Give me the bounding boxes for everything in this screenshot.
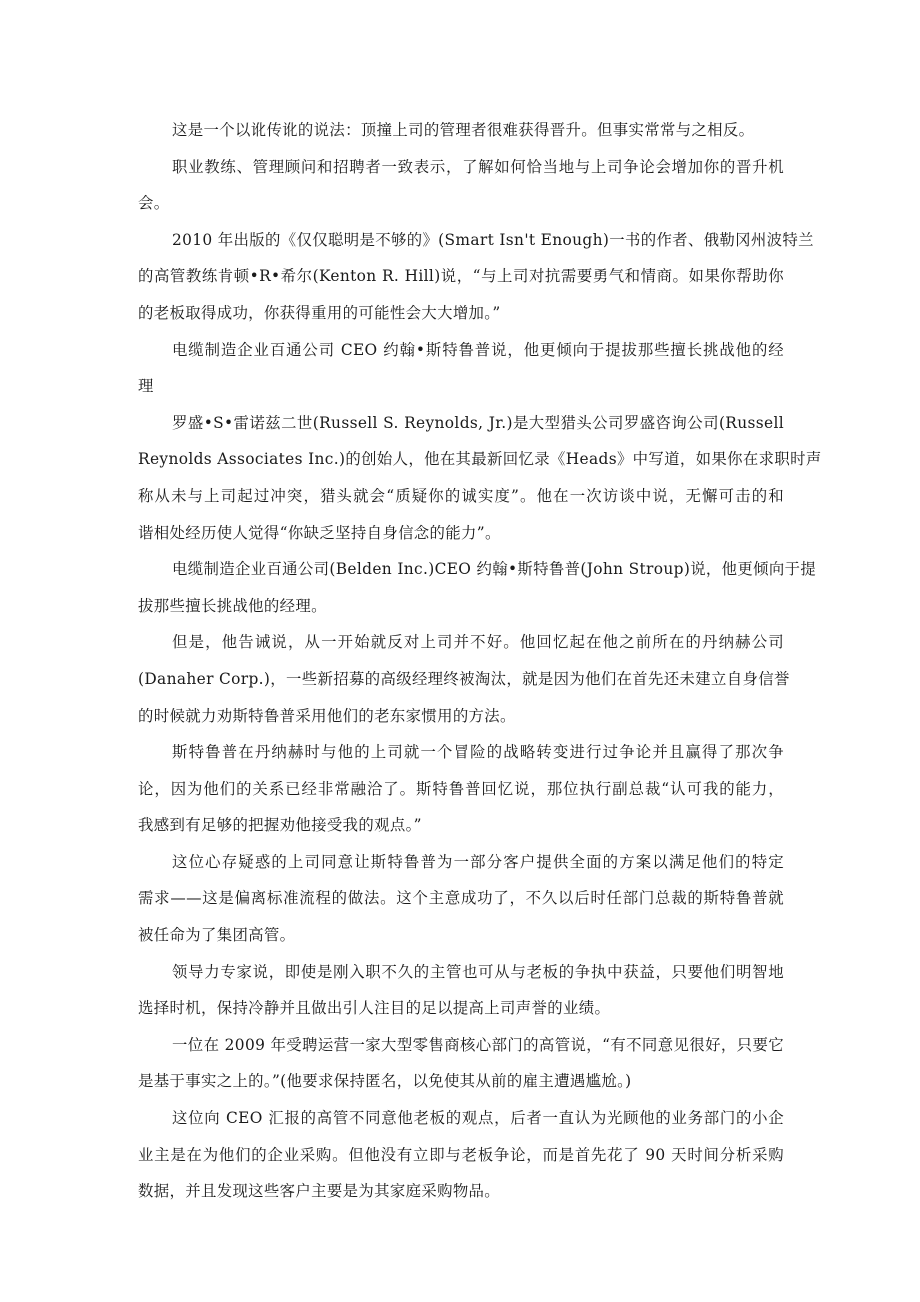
text-line: 称从未与上司起过冲突，猎头就会“质疑你的诚实度”。他在一次访谈中说，无懈可击的和 (138, 486, 784, 505)
text-line: 领导力专家说，即使是刚入职不久的主管也可从与老板的争执中获益，只要他们明智地 (172, 962, 784, 981)
text-line: 的老板取得成功，你获得重用的可能性会大大增加。” (138, 303, 501, 322)
text-line: 这位向 CEO 汇报的高管不同意他老板的观点，后者一直认为光顾他的业务部门的小企 (172, 1109, 784, 1128)
text-line: 业主是在为他们的企业采购。但他没有立即与老板争论，而是首先花了 90 天时间分析采购 (138, 1145, 784, 1164)
text-line: 的时候就力劝斯特鲁普采用他们的老东家惯用的方法。 (138, 706, 516, 725)
text-line: Reynolds Associates Inc.)的创始人，他在其最新回忆录《Heads》中写道，如果你在求职时声 (138, 450, 822, 469)
text-line: 会。 (138, 194, 170, 213)
text-line: 一位在 2009 年受聘运营一家大型零售商核心部门的高管说，“有不同意见很好，只要它 (172, 1035, 784, 1054)
text-line: 论，因为他们的关系已经非常融洽了。斯特鲁普回忆说，那位执行副总裁“认可我的能力， (138, 779, 784, 798)
text-line: 职业教练、管理顾问和招聘者一致表示，了解如何恰当地与上司争论会增加你的晋升机 (172, 157, 784, 176)
text-line: 这位心存疑惑的上司同意让斯特鲁普为一部分客户提供全面的方案以满足他们的特定 (172, 852, 784, 871)
text-line: 这是一个以讹传讹的说法：顶撞上司的管理者很难获得晋升。但事实常常与之相反。 (172, 121, 755, 139)
text-line: 但是，他告诫说，从一开始就反对上司并不好。他回忆起在他之前所在的丹纳赫公司 (172, 633, 784, 652)
text-line: 我感到有足够的把握劝他接受我的观点。” (138, 816, 422, 835)
text-line: (Danaher Corp.)，一些新招募的高级经理终被淘汰，就是因为他们在首先还未建立自身信誉 (138, 669, 790, 688)
text-line: 的高管教练肯顿•R•希尔(Kenton R. Hill)说，“与上司对抗需要勇气和情商。如果你帮助你 (138, 267, 784, 286)
document-body (138, 117, 822, 1215)
paragraph (138, 1032, 784, 1105)
paragraph (138, 227, 814, 337)
text-line: 斯特鲁普在丹纳赫时与他的上司就一个冒险的战略转变进行过争论并且赢得了那次争 (172, 743, 784, 762)
text-line: 被任命为了集团高管。 (138, 926, 296, 945)
paragraph (138, 739, 784, 849)
paragraph (138, 410, 822, 556)
text-line: 罗盛•S•雷诺兹二世(Russell S. Reynolds, Jr.)是大型猎头公司罗盛咨询公司(Russell (172, 413, 784, 432)
text-line: 电缆制造企业百通公司(Belden Inc.)CEO 约翰•斯特鲁普(John Stroup)说，他更倾向于提 (172, 560, 817, 579)
text-line: 谐相处经历使人觉得“你缺乏坚持自身信念的能力”。 (138, 523, 501, 542)
paragraph (138, 154, 784, 227)
text-line: 电缆制造企业百通公司 CEO 约翰•斯特鲁普说，他更倾向于提拔那些擅长挑战他的经 (172, 340, 784, 359)
text-line: 拔那些擅长挑战他的经理。 (138, 596, 327, 615)
text-line: 2010 年出版的《仅仅聪明是不够的》(Smart Isn't Enough)一书的作者、俄勒冈州波特兰 (172, 230, 814, 249)
paragraph (138, 117, 784, 154)
paragraph (138, 629, 790, 739)
paragraph (138, 1105, 784, 1215)
paragraph (138, 556, 817, 629)
paragraph (138, 849, 784, 959)
text-line: 数据，并且发现这些客户主要是为其家庭采购物品。 (138, 1182, 501, 1201)
paragraph (138, 959, 784, 1032)
text-line: 选择时机，保持冷静并且做出引人注目的足以提高上司声誉的业绩。 (138, 999, 611, 1018)
text-line: 是基于事实之上的。”(他要求保持匿名，以免使其从前的雇主遭遇尴尬。) (138, 1072, 632, 1091)
text-line: 需求——这是偏离标准流程的做法。这个主意成功了，不久以后时任部门总裁的斯特鲁普就 (138, 889, 784, 908)
paragraph (138, 337, 784, 410)
text-line: 理 (138, 377, 154, 396)
